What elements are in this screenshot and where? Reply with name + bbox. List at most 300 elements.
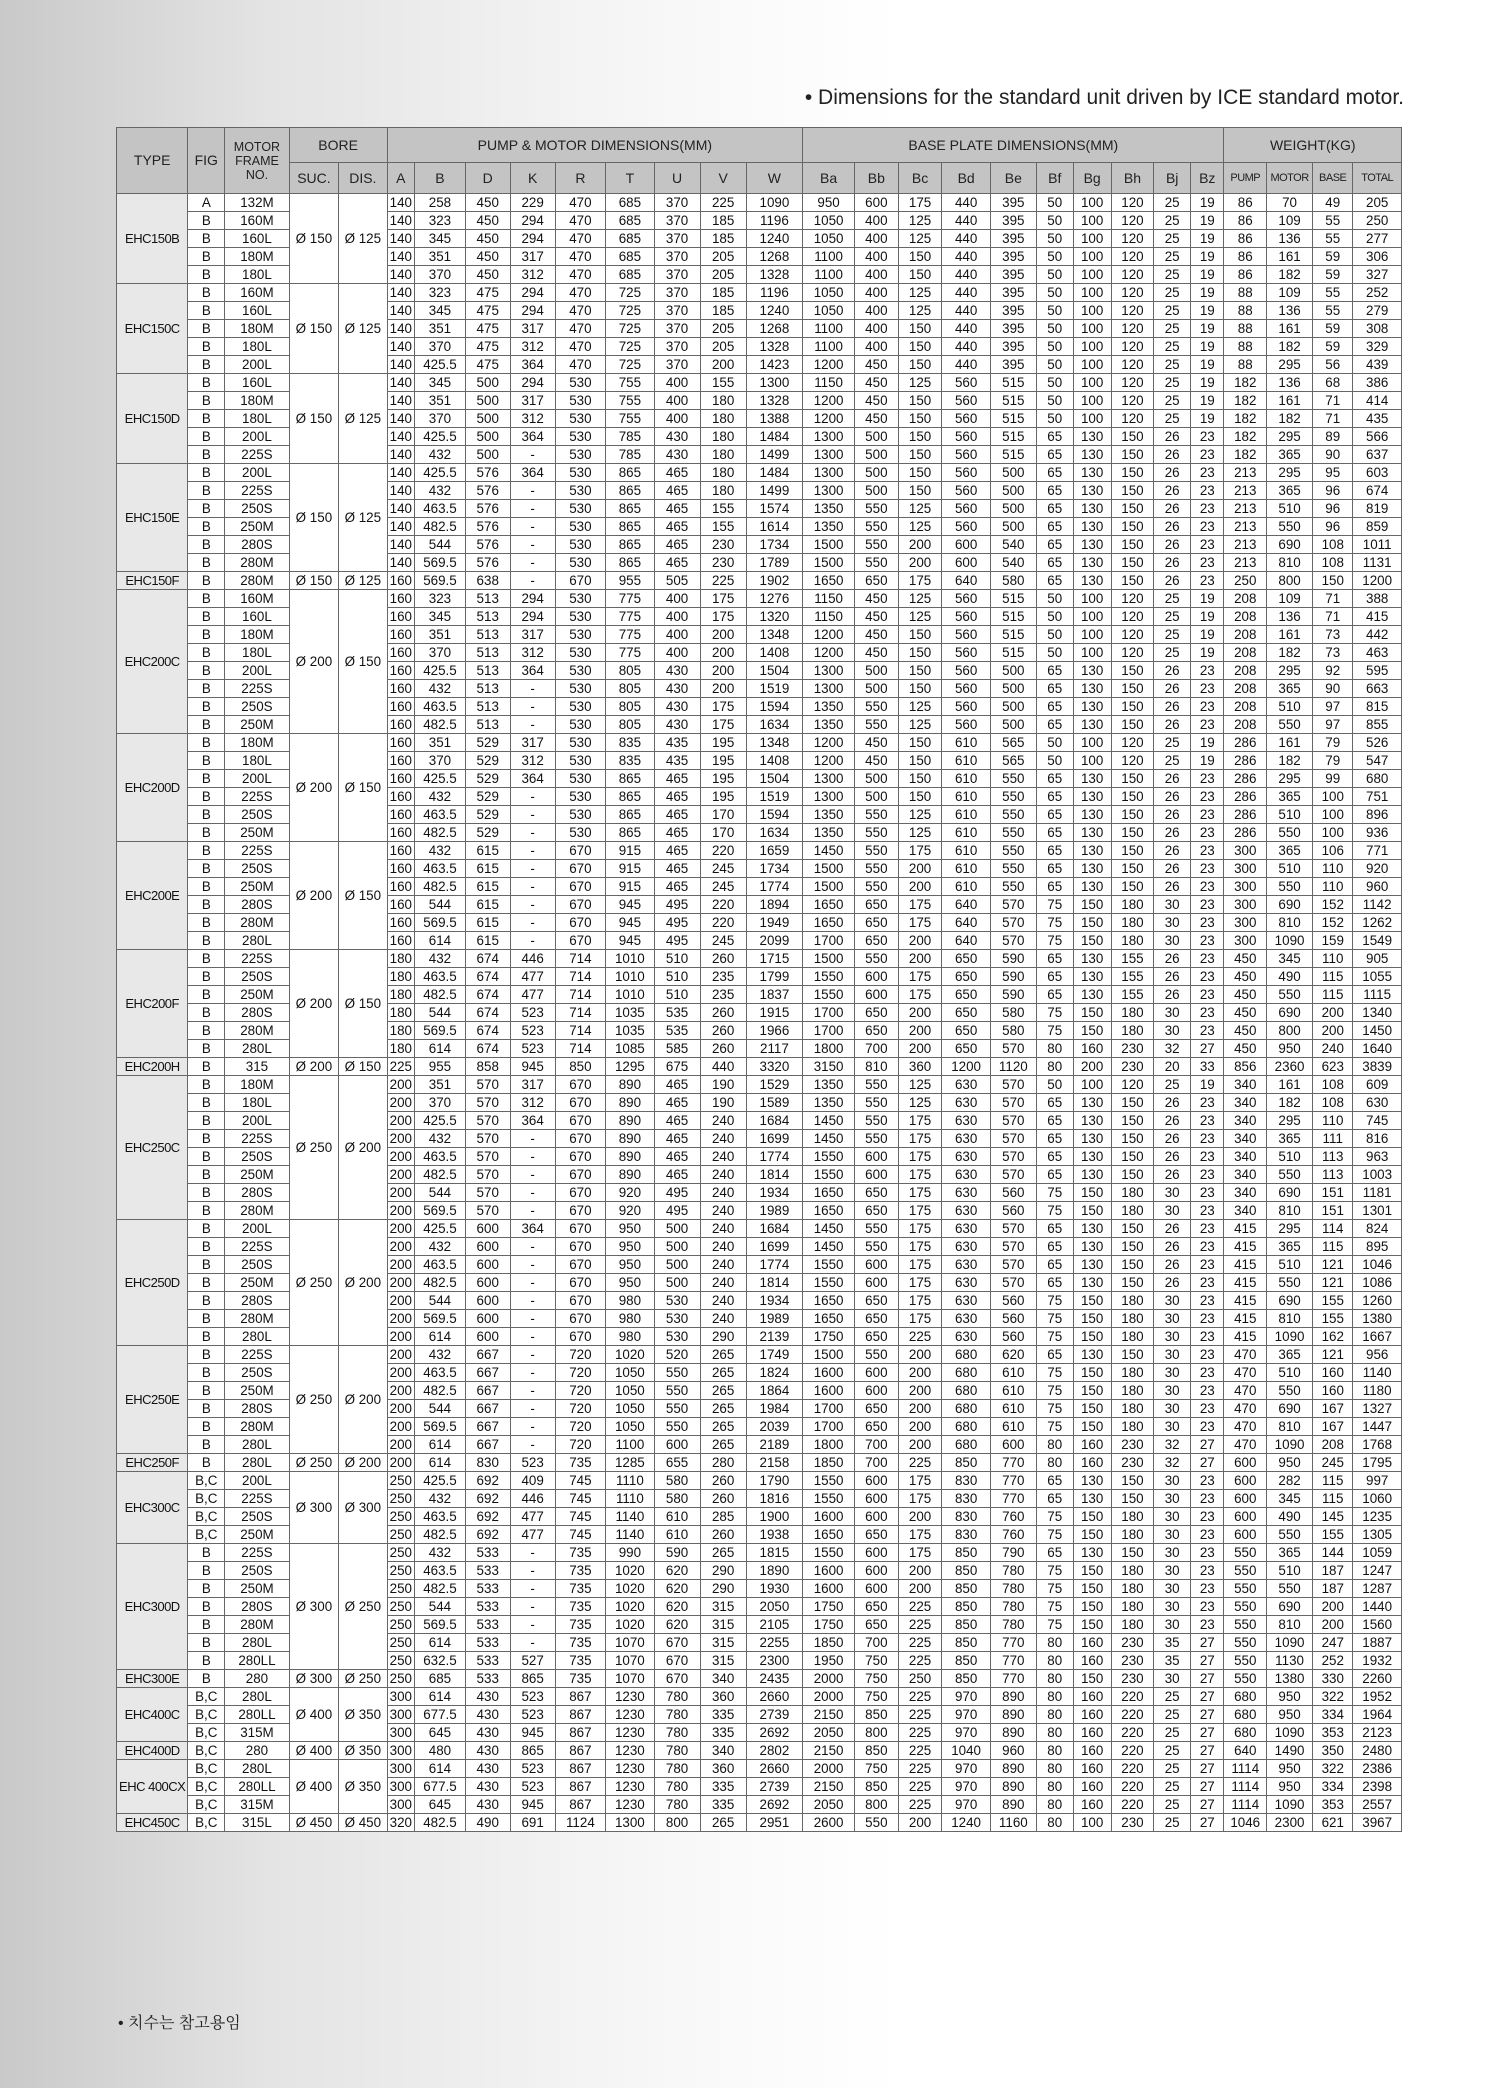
value-cell: 50 xyxy=(1036,644,1073,662)
value-cell: 1749 xyxy=(746,1346,803,1364)
value-cell: 23 xyxy=(1191,770,1224,788)
value-cell: 670 xyxy=(555,1274,606,1292)
value-cell: 2951 xyxy=(746,1814,803,1832)
type-cell: EHC250F xyxy=(117,1454,188,1472)
type-cell: EHC300C xyxy=(117,1472,188,1544)
value-cell: 50 xyxy=(1036,320,1073,338)
value-cell: 150 xyxy=(1073,1616,1111,1634)
value-cell: 550 xyxy=(1267,716,1313,734)
value-cell: 100 xyxy=(1073,230,1111,248)
value-cell: 510 xyxy=(1267,698,1313,716)
type-cell: EHC150E xyxy=(117,464,188,572)
value-cell: 285 xyxy=(700,1508,746,1526)
value-cell: 550 xyxy=(990,806,1036,824)
value-cell: 463.5 xyxy=(415,968,466,986)
value-cell: 1930 xyxy=(746,1580,803,1598)
value-cell: 865 xyxy=(510,1670,555,1688)
table-row xyxy=(117,1454,1402,1472)
motor-frame-cell: 160L xyxy=(225,374,289,392)
value-cell: 120 xyxy=(1111,230,1154,248)
value-cell: 23 xyxy=(1191,680,1224,698)
header-base_cols-bf: Bf xyxy=(1036,163,1073,194)
value-cell: 92 xyxy=(1313,662,1353,680)
value-cell: 1600 xyxy=(803,1364,855,1382)
value-cell: 100 xyxy=(1073,608,1111,626)
value-cell: 300 xyxy=(387,1688,415,1706)
value-cell: 530 xyxy=(555,626,606,644)
value-cell: 609 xyxy=(1353,1076,1402,1094)
value-cell: 600 xyxy=(1224,1472,1267,1490)
value-cell: 23 xyxy=(1191,968,1224,986)
value-cell: 26 xyxy=(1154,680,1191,698)
value-cell: 610 xyxy=(942,734,990,752)
value-cell: 570 xyxy=(465,1202,510,1220)
value-cell: 125 xyxy=(898,1076,942,1094)
value-cell: 550 xyxy=(654,1418,700,1436)
value-cell: 569.5 xyxy=(415,1310,466,1328)
value-cell: 1500 xyxy=(803,536,855,554)
value-cell: 315 xyxy=(700,1616,746,1634)
value-cell: 230 xyxy=(1111,1040,1154,1058)
value-cell: 50 xyxy=(1036,338,1073,356)
value-cell: 295 xyxy=(1267,1220,1313,1238)
value-cell: 23 xyxy=(1191,842,1224,860)
value-cell: 530 xyxy=(555,374,606,392)
value-cell: 550 xyxy=(654,1364,700,1382)
value-cell: 327 xyxy=(1353,266,1402,284)
bore-dis-cell: Ø 200 xyxy=(339,1454,387,1472)
value-cell: 650 xyxy=(854,1328,898,1346)
value-cell: 560 xyxy=(942,626,990,644)
value-cell: 200 xyxy=(387,1274,415,1292)
value-cell: 130 xyxy=(1073,878,1111,896)
value-cell: 65 xyxy=(1036,572,1073,590)
value-cell: 450 xyxy=(465,194,510,212)
value-cell: 25 xyxy=(1154,626,1191,644)
value-cell: 615 xyxy=(465,914,510,932)
value-cell: 200 xyxy=(898,878,942,896)
value-cell: 945 xyxy=(606,914,654,932)
value-cell: 1949 xyxy=(746,914,803,932)
value-cell: 365 xyxy=(1267,842,1313,860)
value-cell: 580 xyxy=(654,1472,700,1490)
value-cell: 600 xyxy=(1224,1526,1267,1544)
value-cell: 140 xyxy=(387,446,415,464)
value-cell: - xyxy=(510,788,555,806)
value-cell: 395 xyxy=(990,302,1036,320)
value-cell: 130 xyxy=(1073,1238,1111,1256)
value-cell: 1504 xyxy=(746,770,803,788)
value-cell: 1650 xyxy=(803,1202,855,1220)
value-cell: 650 xyxy=(942,1004,990,1022)
value-cell: 175 xyxy=(700,716,746,734)
value-cell: 890 xyxy=(990,1796,1036,1814)
value-cell: 75 xyxy=(1036,896,1073,914)
value-cell: 495 xyxy=(654,1184,700,1202)
value-cell: 680 xyxy=(1224,1724,1267,1742)
bore-suc-cell: Ø 200 xyxy=(289,842,339,950)
value-cell: 200 xyxy=(387,1238,415,1256)
value-cell: 150 xyxy=(1111,842,1154,860)
value-cell: 150 xyxy=(1073,1400,1111,1418)
value-cell: 65 xyxy=(1036,1274,1073,1292)
value-cell: 530 xyxy=(555,500,606,518)
motor-frame-cell: 280S xyxy=(225,1292,289,1310)
value-cell: 560 xyxy=(942,410,990,428)
value-cell: 450 xyxy=(1224,950,1267,968)
value-cell: 150 xyxy=(1111,428,1154,446)
value-cell: 140 xyxy=(387,356,415,374)
value-cell: 19 xyxy=(1191,1076,1224,1094)
value-cell: 640 xyxy=(942,896,990,914)
value-cell: 160 xyxy=(387,608,415,626)
value-cell: 1350 xyxy=(803,1094,855,1112)
value-cell: 465 xyxy=(654,554,700,572)
fig-cell: B xyxy=(188,1400,225,1418)
value-cell: 35 xyxy=(1154,1634,1191,1652)
value-cell: 2398 xyxy=(1353,1778,1402,1796)
motor-frame-cell: 280L xyxy=(225,1328,289,1346)
fig-cell: B,C xyxy=(188,1796,225,1814)
value-cell: 220 xyxy=(1111,1760,1154,1778)
value-cell: 1260 xyxy=(1353,1292,1402,1310)
value-cell: 150 xyxy=(1073,914,1111,932)
motor-frame-cell: 280M xyxy=(225,554,289,572)
value-cell: 650 xyxy=(854,1598,898,1616)
value-cell: 816 xyxy=(1353,1130,1402,1148)
value-cell: 890 xyxy=(606,1094,654,1112)
value-cell: 510 xyxy=(1267,860,1313,878)
value-cell: 65 xyxy=(1036,446,1073,464)
value-cell: 182 xyxy=(1224,374,1267,392)
value-cell: 175 xyxy=(700,590,746,608)
value-cell: 1240 xyxy=(942,1814,990,1832)
value-cell: 150 xyxy=(898,464,942,482)
value-cell: 225 xyxy=(898,1598,942,1616)
value-cell: 200 xyxy=(387,1184,415,1202)
value-cell: 26 xyxy=(1154,716,1191,734)
value-cell: 125 xyxy=(898,698,942,716)
value-cell: 600 xyxy=(854,1472,898,1490)
value-cell: 523 xyxy=(510,1778,555,1796)
value-cell: 1850 xyxy=(803,1634,855,1652)
value-cell: 294 xyxy=(510,230,555,248)
value-cell: 185 xyxy=(700,230,746,248)
value-cell: 475 xyxy=(465,320,510,338)
motor-frame-cell: 250M xyxy=(225,1526,289,1544)
value-cell: 480 xyxy=(415,1742,466,1760)
value-cell: 400 xyxy=(854,320,898,338)
value-cell: 510 xyxy=(1267,806,1313,824)
value-cell: 65 xyxy=(1036,1472,1073,1490)
value-cell: 365 xyxy=(1267,1238,1313,1256)
value-cell: 550 xyxy=(854,698,898,716)
value-cell: 745 xyxy=(555,1526,606,1544)
value-cell: 150 xyxy=(1073,1202,1111,1220)
value-cell: 1350 xyxy=(803,500,855,518)
value-cell: 1086 xyxy=(1353,1274,1402,1292)
value-cell: 160 xyxy=(1313,1364,1353,1382)
value-cell: 1504 xyxy=(746,662,803,680)
type-cell: EHC200F xyxy=(117,950,188,1058)
value-cell: 180 xyxy=(1111,1418,1154,1436)
value-cell: 300 xyxy=(387,1706,415,1724)
value-cell: 290 xyxy=(700,1328,746,1346)
value-cell: 370 xyxy=(415,752,466,770)
value-cell: 340 xyxy=(1224,1184,1267,1202)
value-cell: 650 xyxy=(854,1022,898,1040)
value-cell: 160 xyxy=(387,644,415,662)
value-cell: 30 xyxy=(1154,1004,1191,1022)
value-cell: 720 xyxy=(555,1382,606,1400)
value-cell: 400 xyxy=(654,392,700,410)
value-cell: 19 xyxy=(1191,248,1224,266)
value-cell: 25 xyxy=(1154,374,1191,392)
value-cell: 345 xyxy=(1267,1490,1313,1508)
value-cell: 140 xyxy=(387,284,415,302)
value-cell: 465 xyxy=(654,788,700,806)
header-base_cols-bj: Bj xyxy=(1154,163,1191,194)
bore-suc-cell: Ø 300 xyxy=(289,1544,339,1670)
value-cell: 550 xyxy=(654,1382,700,1400)
value-cell: 482.5 xyxy=(415,1526,466,1544)
type-cell: EHC 400CX xyxy=(117,1760,188,1814)
value-cell: 23 xyxy=(1191,1004,1224,1022)
value-cell: 19 xyxy=(1191,644,1224,662)
value-cell: 950 xyxy=(1267,1454,1313,1472)
value-cell: 152 xyxy=(1313,914,1353,932)
value-cell: 550 xyxy=(854,842,898,860)
value-cell: 533 xyxy=(465,1670,510,1688)
value-cell: 225 xyxy=(898,1760,942,1778)
value-cell: 26 xyxy=(1154,986,1191,1004)
value-cell: 113 xyxy=(1313,1166,1353,1184)
value-cell: 2255 xyxy=(746,1634,803,1652)
value-cell: 140 xyxy=(387,230,415,248)
value-cell: 155 xyxy=(1111,968,1154,986)
value-cell: 550 xyxy=(854,1076,898,1094)
header-row-1 xyxy=(117,128,1402,163)
value-cell: 890 xyxy=(990,1760,1036,1778)
value-cell: 945 xyxy=(510,1724,555,1742)
value-cell: 115 xyxy=(1313,968,1353,986)
value-cell: 470 xyxy=(1224,1382,1267,1400)
value-cell: 19 xyxy=(1191,752,1224,770)
value-cell: 71 xyxy=(1313,410,1353,428)
value-cell: 200 xyxy=(898,1580,942,1598)
value-cell: 515 xyxy=(990,446,1036,464)
value-cell: 1100 xyxy=(803,338,855,356)
value-cell: 265 xyxy=(700,1400,746,1418)
value-cell: 570 xyxy=(465,1112,510,1130)
value-cell: 1230 xyxy=(606,1778,654,1796)
value-cell: 1700 xyxy=(803,932,855,950)
value-cell: 89 xyxy=(1313,428,1353,446)
value-cell: 465 xyxy=(654,770,700,788)
value-cell: 674 xyxy=(465,1004,510,1022)
value-cell: 465 xyxy=(654,1130,700,1148)
value-cell: - xyxy=(510,878,555,896)
value-cell: 200 xyxy=(898,1346,942,1364)
value-cell: 430 xyxy=(654,680,700,698)
value-cell: 23 xyxy=(1191,1400,1224,1418)
value-cell: 160 xyxy=(1073,1778,1111,1796)
value-cell: 2692 xyxy=(746,1724,803,1742)
motor-frame-cell: 180M xyxy=(225,392,289,410)
value-cell: 395 xyxy=(990,266,1036,284)
value-cell: 690 xyxy=(1267,1004,1313,1022)
value-cell: 685 xyxy=(415,1670,466,1688)
value-cell: 150 xyxy=(1111,554,1154,572)
value-cell: 260 xyxy=(700,1490,746,1508)
value-cell: 1800 xyxy=(803,1436,855,1454)
value-cell: 830 xyxy=(942,1490,990,1508)
value-cell: 530 xyxy=(555,446,606,464)
value-cell: 160 xyxy=(387,878,415,896)
value-cell: 470 xyxy=(555,284,606,302)
value-cell: 108 xyxy=(1313,536,1353,554)
value-cell: 490 xyxy=(1267,968,1313,986)
value-cell: 208 xyxy=(1224,716,1267,734)
value-cell: 450 xyxy=(1224,986,1267,1004)
value-cell: 425.5 xyxy=(415,1472,466,1490)
value-cell: 130 xyxy=(1073,824,1111,842)
value-cell: 140 xyxy=(387,536,415,554)
value-cell: 570 xyxy=(465,1184,510,1202)
value-cell: 600 xyxy=(1224,1454,1267,1472)
value-cell: 1850 xyxy=(803,1454,855,1472)
motor-frame-cell: 160M xyxy=(225,212,289,230)
value-cell: 160 xyxy=(387,932,415,950)
value-cell: 463.5 xyxy=(415,1256,466,1274)
header-pump_cols-d: D xyxy=(465,163,510,194)
value-cell: 55 xyxy=(1313,284,1353,302)
value-cell: 470 xyxy=(555,266,606,284)
value-cell: 26 xyxy=(1154,1220,1191,1238)
value-cell: 1340 xyxy=(1353,1004,1402,1022)
value-cell: 365 xyxy=(1267,1544,1313,1562)
page-caption: • Dimensions for the standard unit driven by ICE standard motor. xyxy=(804,86,1404,109)
value-cell: 465 xyxy=(654,482,700,500)
value-cell: 614 xyxy=(415,1760,466,1778)
value-cell: 955 xyxy=(606,572,654,590)
value-cell: 533 xyxy=(465,1634,510,1652)
value-cell: 785 xyxy=(606,428,654,446)
value-cell: 1499 xyxy=(746,446,803,464)
value-cell: 120 xyxy=(1111,392,1154,410)
motor-frame-cell: 180M xyxy=(225,320,289,338)
value-cell: 200 xyxy=(387,1382,415,1400)
value-cell: 1200 xyxy=(803,734,855,752)
value-cell: 570 xyxy=(990,896,1036,914)
value-cell: 286 xyxy=(1224,734,1267,752)
value-cell: 500 xyxy=(654,1256,700,1274)
value-cell: 25 xyxy=(1154,392,1191,410)
value-cell: 250 xyxy=(387,1652,415,1670)
value-cell: 1350 xyxy=(803,806,855,824)
value-cell: 630 xyxy=(942,1094,990,1112)
value-cell: 150 xyxy=(898,410,942,428)
value-cell: 1050 xyxy=(606,1364,654,1382)
value-cell: 350 xyxy=(1313,1742,1353,1760)
value-cell: - xyxy=(510,1436,555,1454)
header-base_cols-ba: Ba xyxy=(803,163,855,194)
value-cell: 465 xyxy=(654,464,700,482)
value-cell: 865 xyxy=(606,482,654,500)
value-cell: 280 xyxy=(700,1454,746,1472)
value-cell: 23 xyxy=(1191,1022,1224,1040)
value-cell: 600 xyxy=(465,1256,510,1274)
value-cell: 65 xyxy=(1036,482,1073,500)
value-cell: 2660 xyxy=(746,1688,803,1706)
value-cell: 200 xyxy=(898,1508,942,1526)
value-cell: - xyxy=(510,842,555,860)
value-cell: 1984 xyxy=(746,1400,803,1418)
value-cell: 550 xyxy=(1267,824,1313,842)
fig-cell: B,C xyxy=(188,1472,225,1490)
value-cell: 175 xyxy=(898,1184,942,1202)
value-cell: 550 xyxy=(854,500,898,518)
value-cell: 680 xyxy=(942,1364,990,1382)
value-cell: 395 xyxy=(990,248,1036,266)
value-cell: 150 xyxy=(1073,1562,1111,1580)
value-cell: 1684 xyxy=(746,1112,803,1130)
fig-cell: B xyxy=(188,932,225,950)
value-cell: 465 xyxy=(654,1148,700,1166)
value-cell: 751 xyxy=(1353,788,1402,806)
header-fig: FIG xyxy=(188,128,225,194)
value-cell: 25 xyxy=(1154,608,1191,626)
value-cell: 805 xyxy=(606,716,654,734)
value-cell: 300 xyxy=(387,1760,415,1778)
bore-suc-cell: Ø 250 xyxy=(289,1454,339,1472)
bore-dis-cell: Ø 250 xyxy=(339,1544,387,1670)
value-cell: 714 xyxy=(555,986,606,1004)
motor-frame-cell: 250S xyxy=(225,500,289,518)
value-cell: 250 xyxy=(387,1580,415,1598)
value-cell: 600 xyxy=(854,1490,898,1508)
value-cell: 155 xyxy=(1313,1526,1353,1544)
value-cell: 65 xyxy=(1036,680,1073,698)
value-cell: 225 xyxy=(898,1634,942,1652)
value-cell: 170 xyxy=(700,806,746,824)
value-cell: 180 xyxy=(387,1022,415,1040)
value-cell: 685 xyxy=(606,266,654,284)
value-cell: 2739 xyxy=(746,1706,803,1724)
value-cell: 691 xyxy=(510,1814,555,1832)
value-cell: 560 xyxy=(942,698,990,716)
value-cell: 432 xyxy=(415,446,466,464)
value-cell: 1800 xyxy=(803,1040,855,1058)
value-cell: 600 xyxy=(990,1436,1036,1454)
fig-cell: B xyxy=(188,1670,225,1688)
value-cell: 240 xyxy=(700,1310,746,1328)
value-cell: 50 xyxy=(1036,752,1073,770)
value-cell: 65 xyxy=(1036,950,1073,968)
value-cell: 55 xyxy=(1313,302,1353,320)
value-cell: 440 xyxy=(942,302,990,320)
value-cell: 30 xyxy=(1154,896,1191,914)
value-cell: 150 xyxy=(1111,788,1154,806)
value-cell: 890 xyxy=(990,1688,1036,1706)
value-cell: 65 xyxy=(1036,1220,1073,1238)
value-cell: 150 xyxy=(1073,1310,1111,1328)
value-cell: 312 xyxy=(510,266,555,284)
value-cell: 130 xyxy=(1073,500,1111,518)
value-cell: 160 xyxy=(1073,1688,1111,1706)
fig-cell: B xyxy=(188,896,225,914)
header-pump_cols-b: B xyxy=(415,163,466,194)
